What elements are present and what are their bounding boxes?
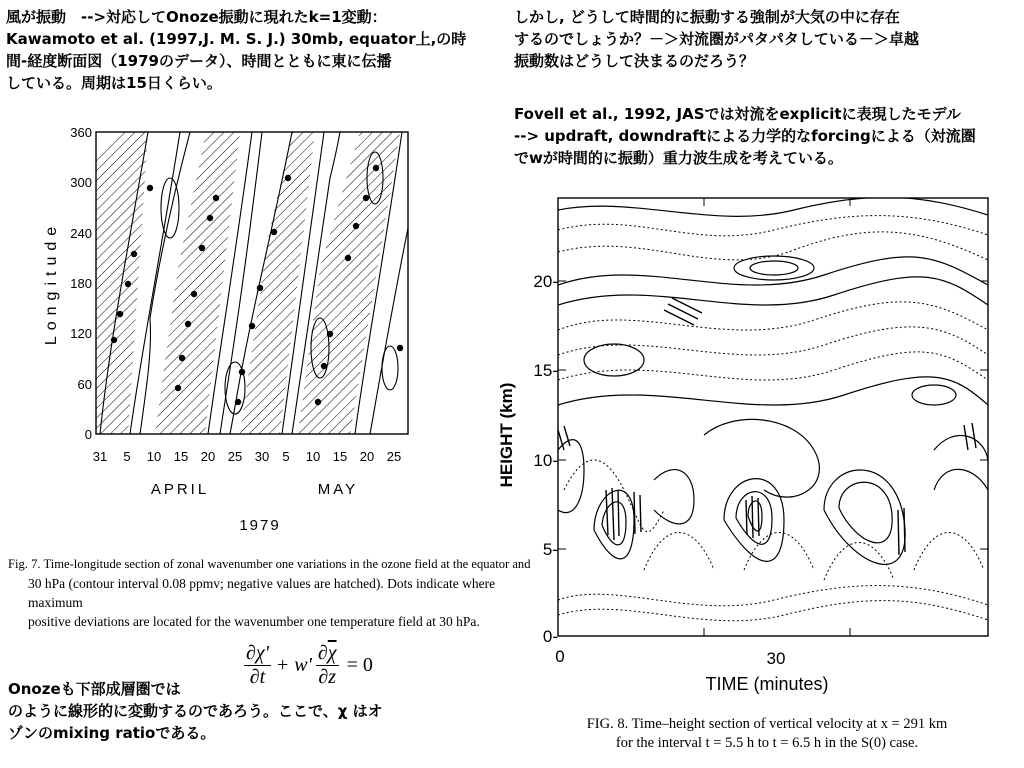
intro-paragraph (6, 6, 502, 94)
contour-positive (654, 470, 694, 524)
fig7-caption-line: 30 hPa (contour interval 0.08 ppmv; negative values are hatched). Dots indicate where maximum (28, 576, 496, 610)
question-line: 振動数はどうして決まるのだろう？ (514, 52, 755, 70)
updraft-core (558, 426, 570, 450)
contour-negative (644, 533, 714, 571)
max-deviation-dot (199, 245, 205, 251)
contour-positive (558, 277, 988, 305)
fig7-x-tick: 20 (200, 449, 216, 464)
max-deviation-dot (363, 195, 369, 201)
max-deviation-dot (179, 355, 185, 361)
fig7-x-tick: 15 (332, 449, 348, 464)
fig8-x-label: TIME (minutes) (705, 674, 829, 694)
max-deviation-dot (185, 321, 191, 327)
contour-positive (934, 436, 988, 460)
fig7-y-tick: 180 (70, 276, 92, 291)
max-deviation-dot (213, 195, 219, 201)
fig7-y-tick: 120 (70, 326, 92, 341)
max-deviation-dot (321, 363, 327, 369)
fig7-x-tick: 25 (386, 449, 402, 464)
fig8-y-label: HEIGHT (km) (497, 382, 516, 488)
fig7-x-tick: 10 (146, 449, 162, 464)
equation-body (8, 700, 498, 744)
intro-line: 間-経度断面図（1979のデータ）、時間とともに東に伝播 (6, 52, 392, 70)
updraft-core (606, 488, 641, 540)
contour-positive (558, 197, 988, 216)
intro-line: Kawamoto et al. (1997,J. M. S. J.) 30mb, equator上,の時 (6, 30, 467, 48)
max-deviation-dot (397, 345, 403, 351)
fig8-frame-ticks (558, 198, 988, 636)
contour-positive (750, 261, 798, 275)
equation-prefix: Onozeも下部成層圏では (8, 680, 181, 698)
fig7-x-tick: 20 (359, 449, 375, 464)
contour-positive (912, 385, 956, 405)
max-deviation-dot (271, 229, 277, 235)
contour-negative (914, 533, 984, 571)
fig7-year: 1979 (239, 517, 281, 534)
fovell-paragraph (514, 103, 1019, 169)
contour-positive (734, 256, 814, 280)
fig8-x-tick: 0 (555, 647, 565, 666)
equation-equals: = 0 (346, 654, 373, 676)
fig7-y-tick: 60 (77, 377, 92, 392)
fig8-x-tick: 30 (766, 649, 786, 668)
fig8-y-tick: 0- (542, 627, 558, 646)
contour-positive (704, 419, 819, 497)
question-line: しかし, どうして時間的に振動する強制が大気の中に存在 (514, 8, 900, 26)
fig8-y-tick: 10- (533, 451, 558, 470)
contour-positive (934, 469, 988, 490)
fig8-caption-line: for the interval t = 5.5 h to t = 6.5 h in the S(0) case. (615, 735, 919, 751)
contour-negative (558, 327, 988, 355)
max-deviation-dot (131, 251, 137, 257)
contour-positive (748, 501, 762, 531)
max-deviation-dot (239, 369, 245, 375)
fig7-y-label: Longitude (43, 220, 60, 346)
max-deviation-dot (315, 399, 321, 405)
fig8-y-tick: 5- (542, 540, 558, 559)
equation-body-line: のように線形的に変動するのであろう。ここで、χ はオ (8, 702, 383, 720)
contour-closed (382, 346, 398, 390)
fig7-x-tick: 10 (305, 449, 321, 464)
question-paragraph (514, 6, 1019, 72)
fig8-plot-frame (558, 198, 988, 636)
updraft-core (664, 298, 702, 325)
max-deviation-dot (327, 331, 333, 337)
fovell-line: でwが時間的に振動）重力波生成を考えている。 (514, 149, 843, 167)
max-deviation-dot (207, 215, 213, 221)
max-deviation-dot (111, 337, 117, 343)
equation-frac-1: ∂χ' ∂t (246, 642, 269, 688)
max-deviation-dot (117, 311, 123, 317)
fig7-caption-line: positive deviations are located for the wavenumber one temperature field at 30 hPa. (28, 614, 480, 629)
contour-positive (558, 440, 584, 513)
fig8-y-tick: 15- (533, 361, 558, 380)
fig8-caption (512, 715, 1022, 753)
contour-negative (558, 586, 988, 606)
max-deviation-dot (147, 185, 153, 191)
fig8-contour-field (558, 197, 988, 621)
max-deviation-dot (249, 323, 255, 329)
fig8-caption-line: FIG. 8. Time–height section of vertical velocity at x = 291 km (586, 716, 948, 732)
fig7-x-tick: 5 (123, 449, 131, 464)
max-deviation-dot (285, 175, 291, 181)
fig7-y-tick: 0 (84, 427, 92, 442)
contour-closed (161, 178, 179, 238)
hatched-negative-region (240, 132, 315, 434)
contour-negative (558, 302, 988, 330)
fig7-x-tick: 31 (92, 449, 108, 464)
fig7-x-tick: 5 (282, 449, 290, 464)
fig7-caption (8, 555, 531, 631)
fig7-x-tick: 25 (227, 449, 243, 464)
question-line: するのでしょうか？－＞対流圏がパタパタしている－＞卓越 (514, 30, 919, 48)
fovell-line: --> updraft, downdraftによる力学的なforcingによる（対流圏 (514, 127, 976, 145)
equation (244, 642, 373, 689)
intro-line: している。周期は15日くらい。 (6, 74, 222, 92)
fig8-y-tick: 20- (533, 272, 558, 291)
contour-negative (558, 216, 988, 236)
contour-positive (824, 470, 905, 564)
contour-positive (839, 482, 892, 543)
intro-line: 風が振動 -->対応してOnoze振動に現れたk=1変動： (6, 8, 387, 26)
equation-body-line: ゾンのmixing ratioである。 (8, 724, 216, 742)
fig7-x-tick: 30 (254, 449, 270, 464)
fig7-month-april: APRIL (150, 481, 210, 498)
max-deviation-dot (125, 281, 131, 287)
fig7-caption-line: Fig. 7. Time-longitude section of zonal wavenumber one variations in the ozone field at the equator and (8, 557, 531, 571)
max-deviation-dot (257, 285, 263, 291)
fig7-month-may: MAY (317, 481, 359, 498)
contour-negative (558, 601, 988, 621)
contour-positive (724, 479, 784, 562)
contour-negative (824, 543, 894, 581)
fig7-chart (30, 118, 430, 538)
max-deviation-dot (175, 385, 181, 391)
equation-frac-2: $\frac{\partial\overline{\chi}}{\partial z}$ (317, 642, 337, 688)
max-deviation-dot (235, 399, 241, 405)
fig7-x-tick: 15 (173, 449, 189, 464)
contour-negative (564, 460, 664, 532)
fig8-chart (494, 190, 1004, 700)
updraft-core (964, 423, 976, 450)
contour-positive (558, 377, 988, 405)
hatched-negative-region (298, 132, 400, 434)
max-deviation-dot (345, 255, 351, 261)
max-deviation-dot (373, 165, 379, 171)
fig7-y-tick: 360 (70, 125, 92, 140)
equation-plus: + (276, 654, 289, 676)
max-deviation-dot (353, 223, 359, 229)
max-deviation-dot (191, 291, 197, 297)
fovell-line: Fovell et al., 1992, JASでは対流をexplicitに表現したモデル (514, 105, 961, 123)
contour-positive (584, 344, 644, 376)
fig7-y-tick: 300 (70, 175, 92, 190)
equation-w: w' (294, 654, 312, 676)
fig7-y-tick: 240 (70, 226, 92, 241)
fig7-contour-field (96, 132, 408, 434)
